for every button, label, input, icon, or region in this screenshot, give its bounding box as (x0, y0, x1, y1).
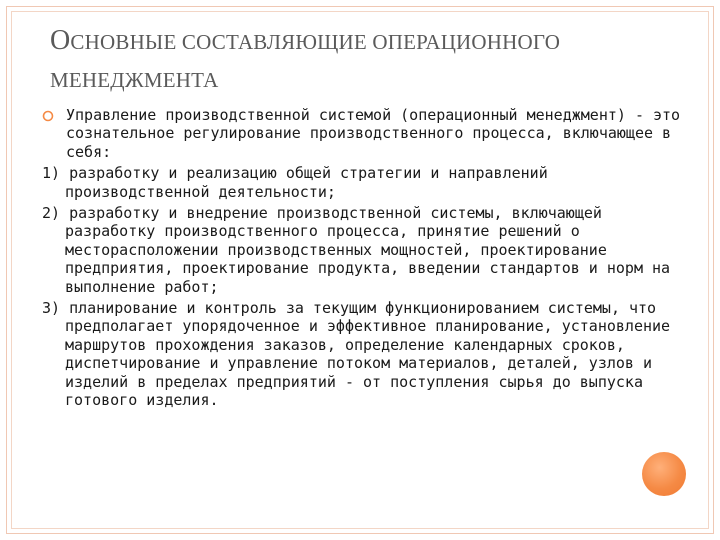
intro-text: Управление производственной системой (операционный менеджмент) - это сознательное регулирование производственного процесса, включающее в себя: (66, 106, 681, 161)
title-first-letter: О (50, 25, 71, 56)
list-item-3: 3) планирование и контроль за текущим функционированием системы, что предполагает упорядоченное и эффективное планирование, установление маршрутов прохождения заказов, определение календарных сроков, диспетчирование и управление потоком материалов, деталей, узлов и изделий в пределах предприятий - от поступления сырья до выпуска готового изделия. (42, 299, 671, 410)
intro-paragraph (42, 106, 692, 161)
list-item-2: 2) разработку и внедрение производственной системы, включающей разработку производственного процесса, принятие решений о месторасположении производственных мощностей, проектирование предприятия, проектирование продукта, введении стандартов и норм на выполнение работ; (42, 204, 671, 296)
title-rest: СНОВНЫЕ СОСТАВЛЯЮЩИЕ ОПЕРАЦИОННОГО МЕНЕДЖМЕНТА (50, 30, 561, 92)
list-item-1: 1) разработку и реализацию общей стратегии и направлений производственной деятельности; (42, 164, 548, 201)
orange-circle-decoration (642, 452, 686, 496)
circle-bullet-icon (42, 110, 54, 122)
slide-body (42, 106, 692, 413)
slide-title (50, 22, 690, 99)
